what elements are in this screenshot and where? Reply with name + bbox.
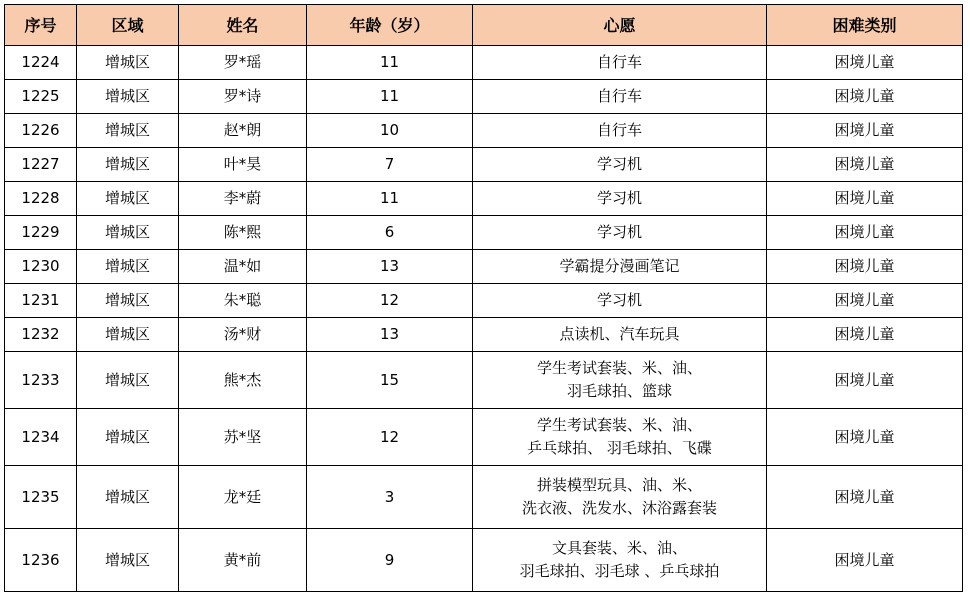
table-row [5,148,963,182]
table-body [5,46,963,592]
cell-area: 增城区 [77,46,179,80]
cell-wish [473,250,767,284]
cell-id: 1232 [5,318,77,352]
table-row [5,529,963,592]
cell-area: 增城区 [77,284,179,318]
cell-area: 增城区 [77,529,179,592]
wish-line: 自行车 [596,121,642,139]
cell-id: 1235 [5,466,77,529]
wish-line: 学生考试套装、米、油、 [536,359,702,377]
cell-id: 1231 [5,284,77,318]
cell-area: 增城区 [77,80,179,114]
cell-age: 12 [307,409,473,466]
header-wish: 心愿 [473,5,767,46]
cell-name: 朱*聪 [179,284,307,318]
cell-age: 12 [307,284,473,318]
cell-area: 增城区 [77,182,179,216]
cell-age: 11 [307,46,473,80]
cell-category: 困境儿童 [767,529,963,592]
cell-name: 汤*财 [179,318,307,352]
cell-age: 11 [307,80,473,114]
header-area: 区域 [77,5,179,46]
cell-age: 3 [307,466,473,529]
cell-category: 困境儿童 [767,80,963,114]
cell-category: 困境儿童 [767,216,963,250]
cell-category: 困境儿童 [767,466,963,529]
wish-line: 自行车 [596,53,642,71]
cell-age: 13 [307,318,473,352]
cell-wish [473,284,767,318]
cell-area: 增城区 [77,250,179,284]
cell-wish [473,529,767,592]
cell-category: 困境儿童 [767,318,963,352]
header-row [5,5,963,46]
table-row [5,318,963,352]
cell-name: 赵*朗 [179,114,307,148]
table-row [5,182,963,216]
wish-line: 乒乓球拍、 羽毛球拍、飞碟 [527,439,712,457]
cell-category: 困境儿童 [767,284,963,318]
cell-id: 1229 [5,216,77,250]
table-row [5,216,963,250]
cell-age: 15 [307,352,473,409]
cell-id: 1224 [5,46,77,80]
header-category: 困难类别 [767,5,963,46]
table-row [5,114,963,148]
cell-category: 困境儿童 [767,182,963,216]
cell-category: 困境儿童 [767,46,963,80]
cell-category: 困境儿童 [767,114,963,148]
wish-line: 学习机 [596,291,642,309]
cell-age: 9 [307,529,473,592]
cell-name: 陈*熙 [179,216,307,250]
cell-id: 1228 [5,182,77,216]
table-row [5,352,963,409]
cell-name: 苏*坚 [179,409,307,466]
wish-line: 羽毛球拍、羽毛球 、乒乓球拍 [519,562,720,580]
cell-age: 10 [307,114,473,148]
table-row [5,284,963,318]
wish-line: 点读机、汽车玩具 [559,325,680,343]
cell-area: 增城区 [77,318,179,352]
cell-age: 11 [307,182,473,216]
cell-area: 增城区 [77,148,179,182]
wish-line: 学生考试套装、米、油、 [536,416,702,434]
table-row [5,46,963,80]
wish-line: 学习机 [596,189,642,207]
cell-name: 龙*廷 [179,466,307,529]
cell-wish [473,409,767,466]
header-id: 序号 [5,5,77,46]
cell-name: 叶*昊 [179,148,307,182]
wish-line: 学霸提分漫画笔记 [559,257,680,275]
cell-area: 增城区 [77,466,179,529]
cell-name: 黄*前 [179,529,307,592]
cell-wish [473,46,767,80]
cell-id: 1226 [5,114,77,148]
cell-wish [473,182,767,216]
wish-line: 学习机 [596,155,642,173]
table-row [5,80,963,114]
cell-id: 1230 [5,250,77,284]
wish-line: 自行车 [596,87,642,105]
cell-area: 增城区 [77,216,179,250]
cell-id: 1227 [5,148,77,182]
cell-name: 李*蔚 [179,182,307,216]
cell-age: 6 [307,216,473,250]
cell-wish [473,114,767,148]
wish-line: 学习机 [596,223,642,241]
cell-id: 1225 [5,80,77,114]
cell-wish [473,318,767,352]
cell-category: 困境儿童 [767,409,963,466]
cell-category: 困境儿童 [767,352,963,409]
cell-wish [473,466,767,529]
cell-area: 增城区 [77,409,179,466]
cell-age: 13 [307,250,473,284]
cell-wish [473,148,767,182]
cell-area: 增城区 [77,114,179,148]
header-name: 姓名 [179,5,307,46]
cell-name: 熊*杰 [179,352,307,409]
wish-line: 拼装模型玩具、油、米、 [536,476,702,494]
wish-line: 洗衣液、洗发水、沐浴露套装 [521,499,717,517]
cell-age: 7 [307,148,473,182]
cell-name: 罗*诗 [179,80,307,114]
cell-wish [473,216,767,250]
cell-name: 罗*瑶 [179,46,307,80]
wish-list-table [4,4,963,592]
cell-category: 困境儿童 [767,250,963,284]
cell-category: 困境儿童 [767,148,963,182]
cell-wish [473,80,767,114]
wish-line: 文具套装、米、油、 [551,539,687,557]
header-age: 年龄（岁） [307,5,473,46]
table-row [5,466,963,529]
cell-id: 1234 [5,409,77,466]
cell-id: 1236 [5,529,77,592]
cell-area: 增城区 [77,352,179,409]
cell-wish [473,352,767,409]
cell-id: 1233 [5,352,77,409]
table-row [5,250,963,284]
wish-line: 羽毛球拍、篮球 [566,382,672,400]
cell-name: 温*如 [179,250,307,284]
table-row [5,409,963,466]
